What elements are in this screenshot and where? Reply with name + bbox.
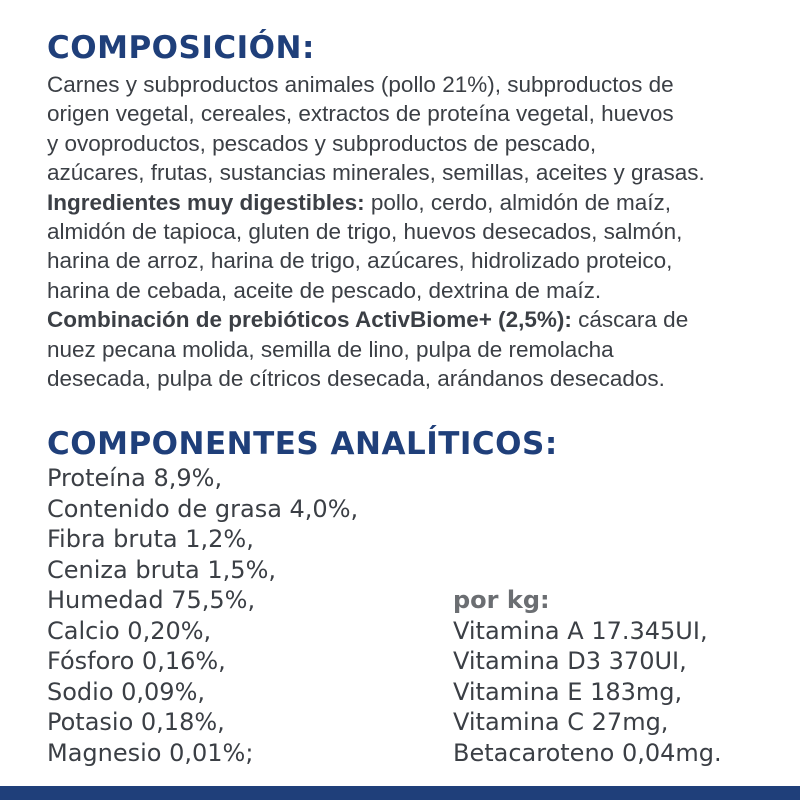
component-item: Ceniza bruta 1,5%, xyxy=(47,555,276,584)
analytical-heading: COMPONENTES ANALÍTICOS: xyxy=(47,426,558,462)
digestible-line: harina de cebada, aceite de pescado, dextrina de maíz. xyxy=(47,277,602,303)
component-item: Sodio 0,09%, xyxy=(47,677,206,706)
prebiotic-line xyxy=(47,305,777,334)
component-item: Magnesio 0,01%; xyxy=(47,738,254,767)
composition-text xyxy=(47,70,777,393)
per-kg-label: por kg: xyxy=(453,586,550,614)
composition-line: origen vegetal, cereales, extractos de proteína vegetal, huevos xyxy=(47,101,674,127)
vitamin-item: Vitamina E 183mg, xyxy=(453,677,683,706)
digestible-line: almidón de tapioca, gluten de trigo, huevos desecados, salmón, xyxy=(47,219,683,245)
digestible-label: Ingredientes muy digestibles: xyxy=(47,189,365,215)
footer-bar xyxy=(0,786,800,800)
component-item: Humedad 75,5%, xyxy=(47,586,256,614)
composition-line: Carnes y subproductos animales (pollo 21%), subproductos de xyxy=(47,72,674,97)
component-item: Potasio 0,18%, xyxy=(47,708,225,736)
vitamins-list xyxy=(453,585,722,768)
component-item: Calcio 0,20%, xyxy=(47,616,212,645)
component-item: Proteína 8,9%, xyxy=(47,464,223,492)
composition-heading: COMPOSICIÓN: xyxy=(47,30,315,66)
component-item: Fibra bruta 1,2%, xyxy=(47,525,254,553)
composition-line: y ovoproductos, pescados y subproductos de pescado, xyxy=(47,130,597,156)
vitamin-item: Betacaroteno 0,04mg. xyxy=(453,738,722,767)
vitamin-item: Vitamina D3 370UI, xyxy=(453,647,687,675)
component-item: Fósforo 0,16%, xyxy=(47,647,226,675)
digestible-line xyxy=(47,188,777,217)
prebiotic-label: Combinación de prebióticos ActivBiome+ (2,5%): xyxy=(47,307,572,333)
digestible-line: harina de arroz, harina de trigo, azúcares, hidrolizado proteico, xyxy=(47,248,673,274)
analytical-components-list xyxy=(47,463,358,768)
digestible-text: pollo, cerdo, almidón de maíz, xyxy=(364,189,671,215)
prebiotic-line: nuez pecana molida, semilla de lino, pulpa de remolacha xyxy=(47,336,614,362)
prebiotic-text: cáscara de xyxy=(571,307,689,333)
prebiotic-line: desecada, pulpa de cítricos desecada, arándanos desecados. xyxy=(47,366,665,392)
vitamin-item: Vitamina C 27mg, xyxy=(453,708,669,736)
component-item: Contenido de grasa 4,0%, xyxy=(47,494,359,523)
vitamin-item: Vitamina A 17.345UI, xyxy=(453,616,708,645)
composition-line: azúcares, frutas, sustancias minerales, semillas, aceites y grasas. xyxy=(47,160,705,186)
